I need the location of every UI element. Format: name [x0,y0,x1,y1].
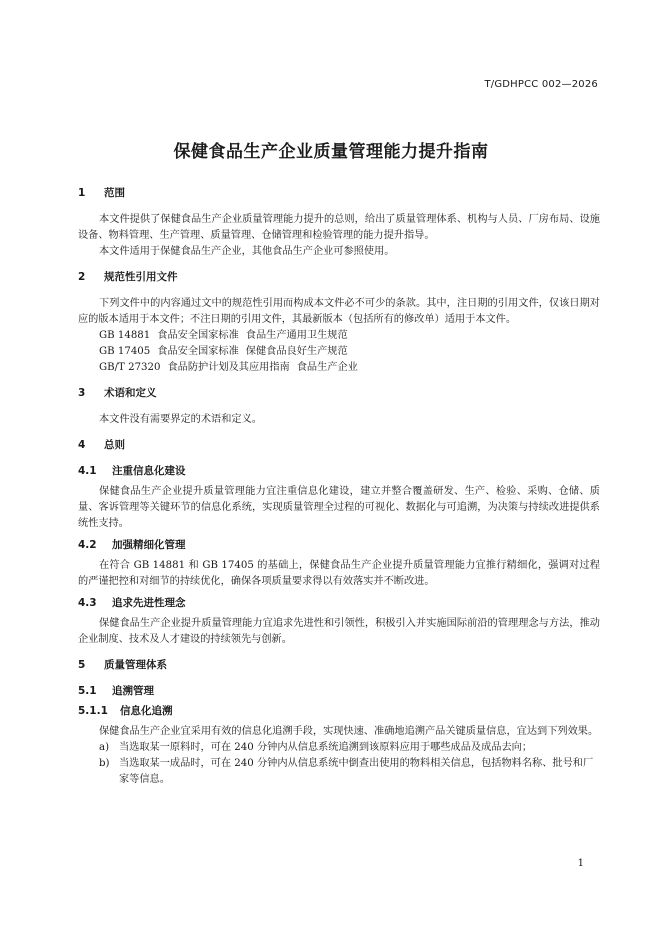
document-code: T/GDHPCC 002—2026 [484,79,598,90]
section-title: 追求先进性理念 [112,597,186,609]
subsection-4-2-heading [78,538,600,552]
section-title: 注重信息化建设 [112,465,186,477]
paragraph: 保健食品生产企业提升质量管理能力宜追求先进性和引领性，积极引入并实施国际前沿的管理理念与方法，推动企业制度、技术及人才建设的持续领先与创新。 [78,618,600,645]
section-number: 4.3 [78,597,97,609]
paragraph: 下列文件中的内容通过文中的规范性引用而构成本文件必不可少的条款。其中，注日期的引用文件，仅该日期对应的版本适用于本文件；不注日期的引用文件，其最新版本（包括所有的修改单）适用于本文件。 [78,298,600,325]
section-number: 3 [78,387,86,399]
section-number: 5.1 [78,685,97,697]
reference-name: 食品安全国家标准 [157,330,239,341]
reference-title: 食品生产通用卫生规范 [245,330,348,341]
list-item [78,756,600,788]
reference-title: 食品生产企业 [296,362,358,373]
section-number: 4.1 [78,465,97,477]
reference-code: GB/T 27320 [99,362,161,373]
document-title: 保健食品生产企业质量管理能力提升指南 [173,142,489,162]
reference-name: 食品安全国家标准 [157,346,239,357]
reference-code: GB 17405 [99,346,151,357]
paragraph: 本文件提供了保健食品生产企业质量管理能力提升的总则，给出了质量管理体系、机构与人员、厂房布局、设施设备、物料管理、生产管理、质量管理、仓储管理和检验管理的能力提升指导。 [78,214,600,241]
section-number: 5 [78,659,86,671]
section-number: 2 [78,271,86,283]
document-body [78,186,600,788]
section-number: 4 [78,439,86,451]
subsection-4-3-heading [78,596,600,610]
paragraph: 本文件适用于保健食品生产企业，其他食品生产企业可参照使用。 [99,246,395,257]
list-text: 当选取某一原料时，可在 240 分钟内从信息系统追溯到该原料应用于哪些成品及成品去向； [119,742,533,753]
list-marker: a) [99,742,110,753]
section-number: 1 [78,187,86,199]
page-number: 1 [577,858,584,869]
list-text: 当选取某一成品时，可在 240 分钟内从信息系统中倒查出使用的物料相关信息，包括物料名称、批号和厂家等信息。 [119,758,594,785]
list-item [78,740,600,756]
section-title: 加强精细化管理 [112,539,186,551]
paragraph: 在符合 GB 14881 和 GB 17405 的基础上，保健食品生产企业提升质量管理能力宜推行精细化，强调对过程的严谨把控和对细节的持续优化，确保各项质量要求得以有效落实并不断改进。 [78,560,600,587]
section-4-heading [78,438,600,452]
reference-title: 保健食品良好生产规范 [245,346,348,357]
paragraph: 保健食品生产企业宜采用有效的信息化追溯手段，实现快速、准确地追溯产品关键质量信息，宜达到下列效果。 [99,726,599,737]
section-2-heading [78,270,600,284]
section-5-heading [78,658,600,672]
subsection-5-1-heading [78,684,600,698]
section-number: 5.1.1 [78,705,108,717]
paragraph: 本文件没有需要界定的术语和定义。 [99,414,262,425]
subsection-5-1-1-heading [78,704,600,718]
reference-item [78,344,600,360]
subsection-4-1-heading [78,464,600,478]
section-title: 信息化追溯 [120,705,173,717]
reference-name: 食品防护计划及其应用指南 [167,362,290,373]
paragraph: 保健食品生产企业提升质量管理能力宜注重信息化建设，建立并整合覆盖研发、生产、检验、采购、仓储、质量、客诉管理等关键环节的信息化系统，实现质量管理全过程的可视化、数据化与可追溯，为决策与持续改进提供系统性支持。 [78,486,600,529]
section-1-heading [78,186,600,200]
section-title: 范围 [104,187,125,199]
section-title: 追溯管理 [112,685,154,697]
reference-code: GB 14881 [99,330,151,341]
section-number: 4.2 [78,539,97,551]
section-title: 规范性引用文件 [104,271,178,283]
section-title: 术语和定义 [104,387,157,399]
section-title: 总则 [104,439,125,451]
list-marker: b) [99,758,110,769]
reference-item [78,328,600,344]
section-title: 质量管理体系 [104,659,167,671]
section-3-heading [78,386,600,400]
reference-item [78,360,600,376]
